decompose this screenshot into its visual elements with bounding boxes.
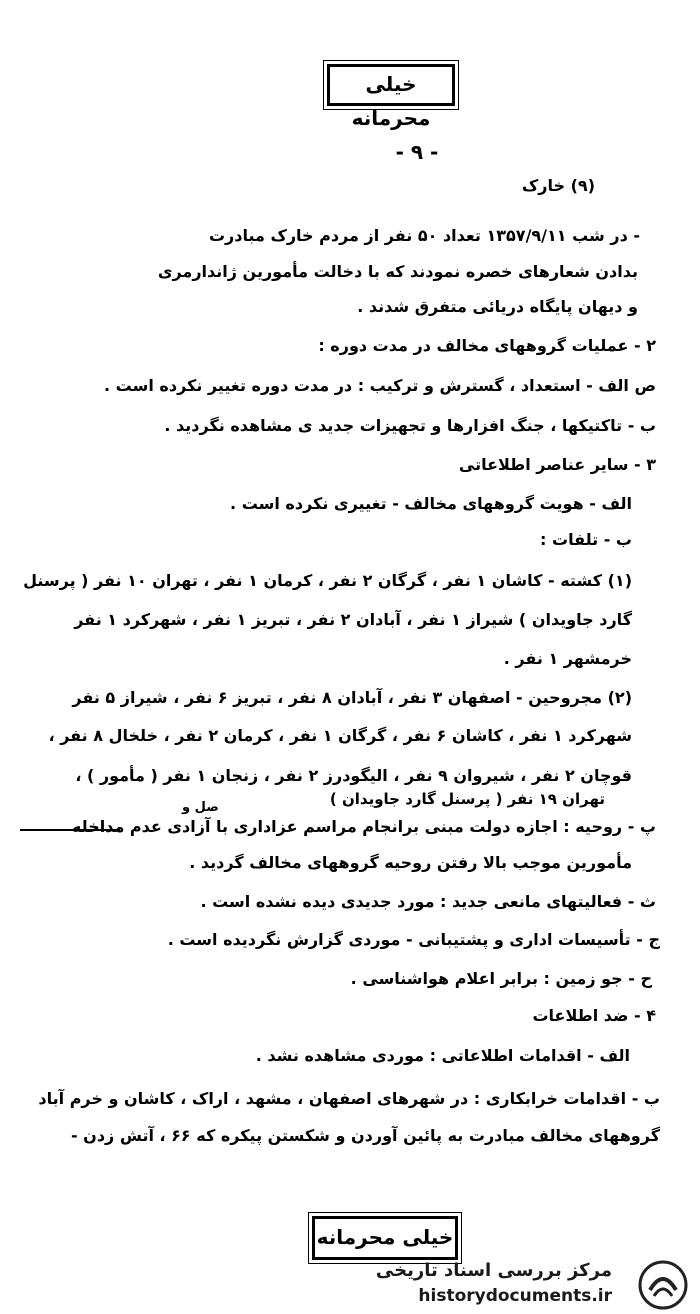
doc-line: مأمورین موجب بالا رفتن روحیه گروههای مخالف گردید .: [189, 853, 632, 872]
classification-stamp-top: خیلی محرمانه: [327, 64, 455, 106]
doc-line: و دیهان پایگاه دریائی متفرق شدند .: [357, 297, 638, 316]
doc-line: ۴ - ضد اطلاعات: [532, 1006, 656, 1025]
classification-stamp-bottom: خیلی محرمانه: [312, 1216, 458, 1260]
doc-line: - در شب ۱۳۵۷/۹/۱۱ تعداد ۵۰ نفر از مردم خارک مبادرت: [208, 226, 640, 245]
doc-line: ب - اقدامات خرابکاری : در شهرهای اصفهان ، مشهد ، اراک ، کاشان و خرم آباد: [38, 1089, 660, 1108]
doc-line: پ - روحیه : اجازه دولت مبنی برانجام مراسم عزاداری با آزادی عدم مداخله: [71, 817, 656, 836]
archive-logo-icon: [638, 1260, 688, 1310]
watermark-title: مرکز بررسی اسناد تاریخی: [375, 1260, 612, 1281]
doc-line: ۳ - سایر عناصر اطلاعاتی: [458, 455, 656, 474]
page-number: - ۹ -: [395, 140, 439, 164]
doc-line: ح - جو زمین : برابر اعلام هواشناسی .: [350, 969, 652, 988]
doc-line: ۲ - عملیات گروههای مخالف در مدت دوره :: [318, 336, 656, 355]
doc-line: (۲) مجروحین - اصفهان ۳ نفر ، آبادان ۸ نفر ، تبریز ۶ نفر ، شیراز ۵ نفر: [72, 688, 632, 707]
doc-line: بدادن شعارهای خصره نمودند که با دخالت مأمورین ژاندارمری: [157, 262, 638, 281]
line-continuation-dash: [20, 829, 120, 831]
doc-line: ب - تلفات :: [540, 530, 632, 549]
doc-line: گروههای مخالف مبادرت به پائین آوردن و شکستن پیکره که ۶۶ ، آتش زدن -: [70, 1126, 660, 1145]
doc-line: قوچان ۲ نفر ، شیروان ۹ نفر ، الیگودرز ۲ نفر ، زنجان ۱ نفر ( مأمور ) ،: [75, 766, 632, 785]
handwritten-insertion: صل و: [182, 800, 219, 815]
doc-line: گارد جاویدان ) شیراز ۱ نفر ، آبادان ۲ نفر ، تبریز ۱ نفر ، شهرکرد ۱ نفر: [74, 610, 632, 629]
doc-line: ص الف - استعداد ، گسترش و ترکیب : در مدت دوره تغییر نکرده است .: [104, 376, 656, 395]
doc-line: (۹) خارک: [521, 176, 595, 195]
watermark-url: historydocuments.ir: [418, 1286, 612, 1306]
doc-line: تهران ۱۹ نفر ( پرسنل گارد جاویدان ): [329, 790, 605, 808]
doc-line: ج - تأسیسات اداری و پشتیبانی - موردی گزارش نگردیده است .: [167, 930, 660, 949]
doc-line: الف - اقدامات اطلاعاتی : موردی مشاهده نشد .: [255, 1046, 630, 1065]
doc-line: شهرکرد ۱ نفر ، کاشان ۶ نفر ، گرگان ۱ نفر ، کرمان ۲ نفر ، خلخال ۸ نفر ،: [48, 726, 632, 745]
doc-line: خرمشهر ۱ نفر .: [503, 649, 632, 668]
archive-watermark: [375, 1256, 692, 1312]
doc-line: الف - هویت گروههای مخالف - تغییری نکرده است .: [230, 494, 632, 513]
doc-line: ب - تاکتیکها ، جنگ افزارها و تجهیزات جدید ی مشاهده نگردید .: [164, 416, 656, 435]
doc-line: (۱) کشته - کاشان ۱ نفر ، گرگان ۲ نفر ، کرمان ۱ نفر ، تهران ۱۰ نفر ( پرسنل: [23, 571, 632, 590]
doc-line: ث - فعالیتهای مانعی جدید : مورد جدیدی دیده نشده است .: [200, 892, 656, 911]
